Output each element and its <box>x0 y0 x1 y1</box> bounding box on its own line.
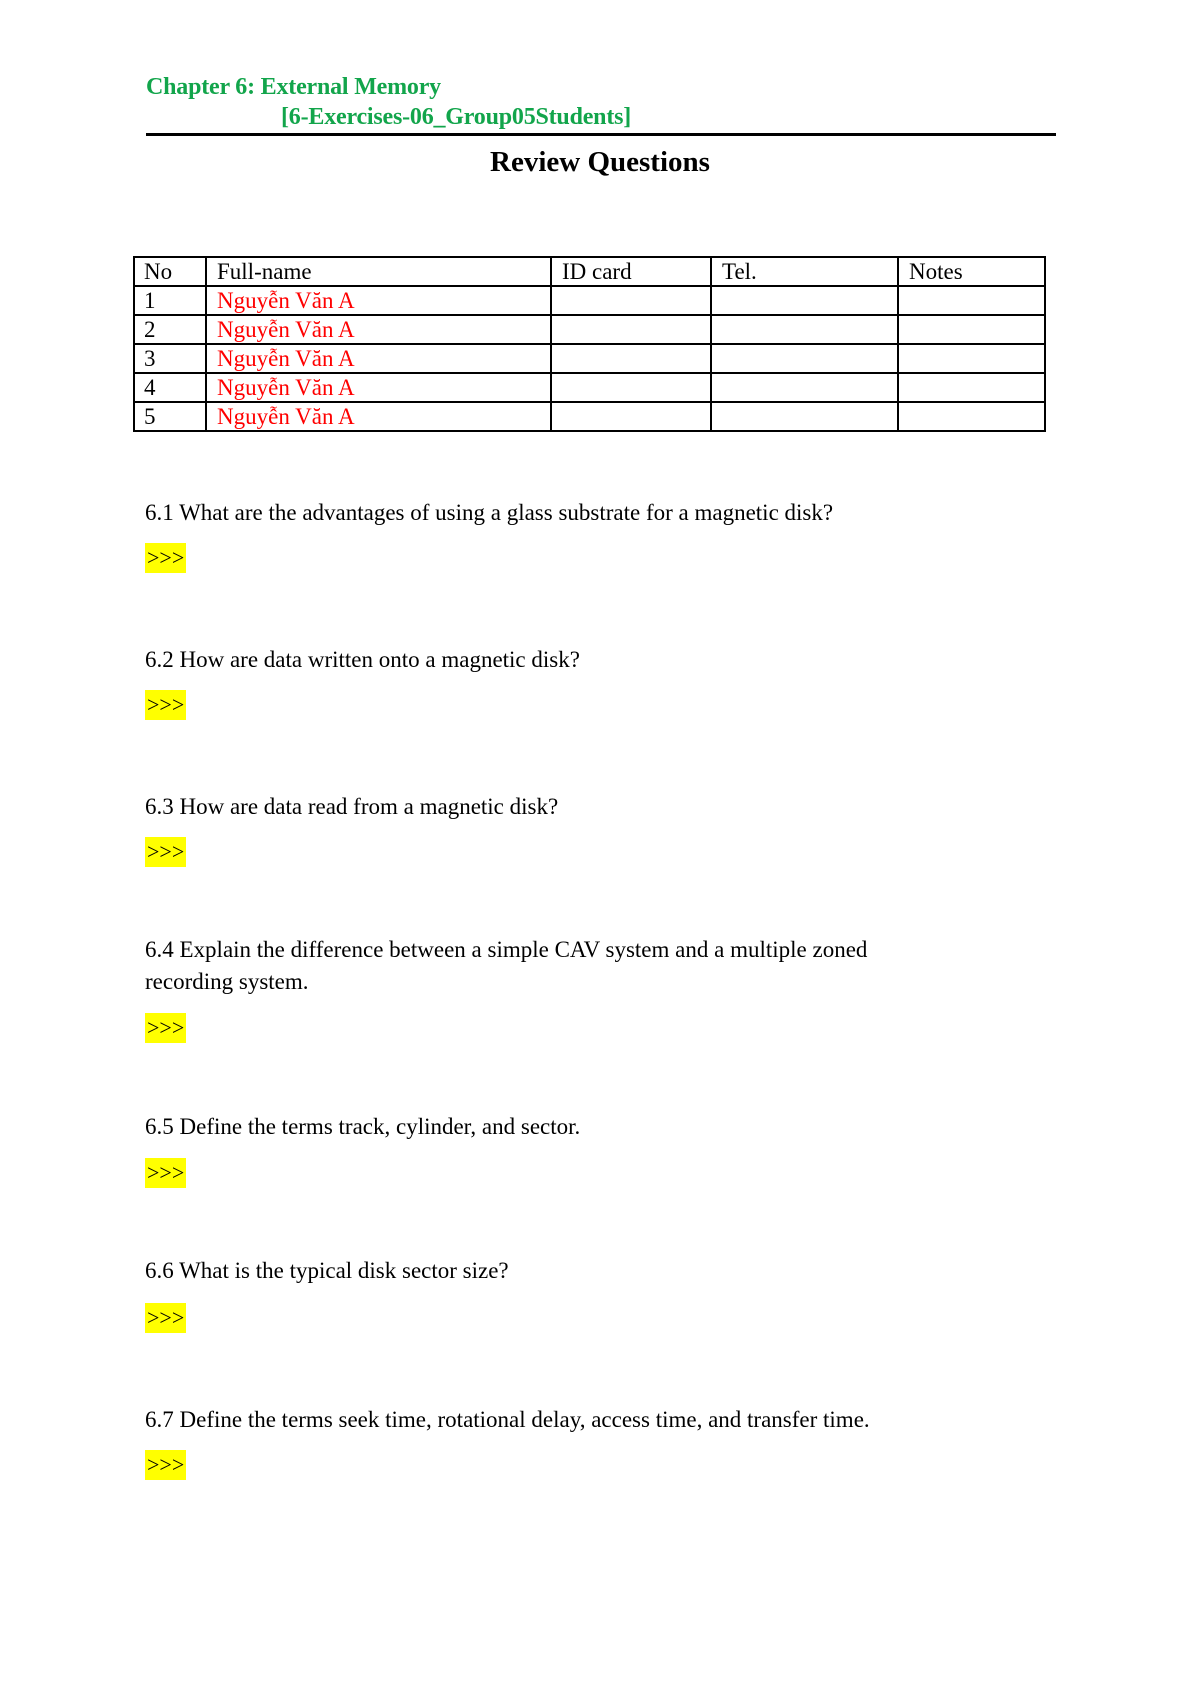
question-6-7: 6.7 Define the terms seek time, rotational delay, access time, and transfer time. <box>145 1407 870 1432</box>
cell-no: 2 <box>134 315 206 344</box>
cell-tel[interactable] <box>711 344 898 373</box>
cell-no: 3 <box>134 344 206 373</box>
answer-marker-6-6[interactable]: >>> <box>145 1303 186 1333</box>
question-6-2: 6.2 How are data written onto a magnetic disk? <box>145 647 580 672</box>
cell-no: 4 <box>134 373 206 402</box>
table-row <box>134 373 1045 402</box>
question-6-1: 6.1 What are the advantages of using a glass substrate for a magnetic disk? <box>145 500 834 525</box>
question-6-5: 6.5 Define the terms track, cylinder, and sector. <box>145 1114 581 1139</box>
cell-full-name[interactable]: Nguyễn Văn A <box>206 402 551 431</box>
question-6-4-line-1: 6.4 Explain the difference between a simple CAV system and a multiple zoned <box>145 937 868 962</box>
cell-notes[interactable] <box>898 315 1045 344</box>
answer-marker-6-2[interactable]: >>> <box>145 690 186 720</box>
cell-tel[interactable] <box>711 402 898 431</box>
answer-marker-6-5[interactable]: >>> <box>145 1158 186 1188</box>
table-row <box>134 402 1045 431</box>
cell-tel[interactable] <box>711 286 898 315</box>
chapter-heading: Chapter 6: External Memory <box>146 74 441 100</box>
page-title: Review Questions <box>490 146 710 178</box>
answer-marker-6-3[interactable]: >>> <box>145 837 186 867</box>
column-header-tel: Tel. <box>711 257 898 286</box>
answer-marker-6-4[interactable]: >>> <box>145 1013 186 1043</box>
question-6-4-line-2: recording system. <box>145 969 309 994</box>
column-header-no: No <box>134 257 206 286</box>
group-members-table <box>133 256 1046 432</box>
cell-full-name[interactable]: Nguyễn Văn A <box>206 373 551 402</box>
column-header-full-name: Full-name <box>206 257 551 286</box>
cell-full-name[interactable]: Nguyễn Văn A <box>206 286 551 315</box>
table-row <box>134 315 1045 344</box>
table-header-row <box>134 257 1045 286</box>
group-heading: [6-Exercises-06_Group05Students] <box>281 104 632 130</box>
answer-marker-6-1[interactable]: >>> <box>145 543 186 573</box>
cell-full-name[interactable]: Nguyễn Văn A <box>206 315 551 344</box>
cell-notes[interactable] <box>898 344 1045 373</box>
question-6-6: 6.6 What is the typical disk sector size? <box>145 1258 509 1283</box>
cell-tel[interactable] <box>711 373 898 402</box>
cell-full-name[interactable]: Nguyễn Văn A <box>206 344 551 373</box>
cell-id-card[interactable] <box>551 402 711 431</box>
cell-no: 5 <box>134 402 206 431</box>
cell-notes[interactable] <box>898 286 1045 315</box>
question-6-3: 6.3 How are data read from a magnetic disk? <box>145 794 559 819</box>
column-header-id-card: ID card <box>551 257 711 286</box>
cell-notes[interactable] <box>898 402 1045 431</box>
cell-no: 1 <box>134 286 206 315</box>
cell-id-card[interactable] <box>551 315 711 344</box>
cell-id-card[interactable] <box>551 344 711 373</box>
column-header-notes: Notes <box>898 257 1045 286</box>
table-row <box>134 344 1045 373</box>
header-rule <box>146 133 1056 136</box>
cell-notes[interactable] <box>898 373 1045 402</box>
cell-id-card[interactable] <box>551 373 711 402</box>
table-row <box>134 286 1045 315</box>
cell-tel[interactable] <box>711 315 898 344</box>
cell-id-card[interactable] <box>551 286 711 315</box>
answer-marker-6-7[interactable]: >>> <box>145 1450 186 1480</box>
